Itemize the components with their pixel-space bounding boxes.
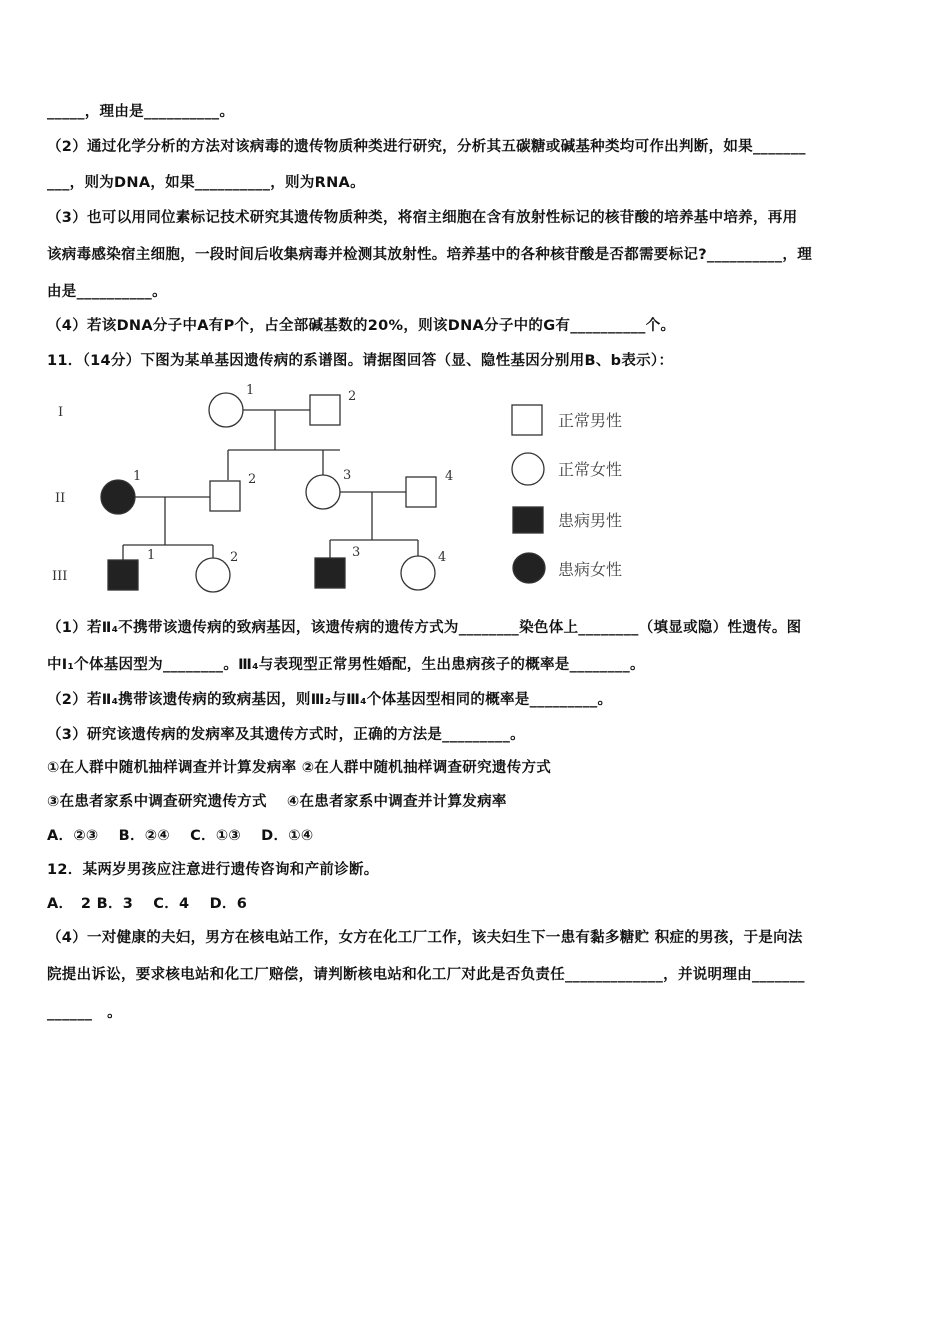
answer-options: A． 2 B．3 C．4 D．6 [47, 896, 248, 912]
generation-label: II [55, 491, 66, 506]
text-line: （4）若该DNA分子中A有P个，占全部碱基数的20%，则该DNA分子中的G有__________个。 [47, 318, 676, 334]
text-line: （2）通过化学分析的方法对该病毒的遗传物质种类进行研究，分析其五碳糖或碱基种类均可作出判断，如果_______ [47, 139, 806, 155]
text-line: （2）若Ⅱ₄携带该遗传病的致病基因，则Ⅲ₂与Ⅲ₄个体基因型相同的概率是_________。 [47, 692, 613, 708]
generation-label: I [58, 405, 64, 420]
text-line: 该病毒感染宿主细胞，一段时间后收集病毒并检测其放射性。培养基中的各种核苷酸是否都需要标记?__________，理 [47, 247, 813, 263]
individual-III1-affected-male [108, 560, 138, 590]
individual-number: 3 [352, 545, 361, 560]
text-line: （1）若Ⅱ₄不携带该遗传病的致病基因，该遗传病的遗传方式为________染色体上________（填显或隐）性遗传。图 [47, 620, 802, 636]
text-line: ___，则为DNA，如果__________，则为RNA。 [47, 175, 365, 191]
individual-number: 2 [348, 389, 357, 404]
individual-number: 1 [147, 548, 156, 563]
individual-III2-normal-female [196, 558, 230, 592]
legend-label: 正常男性 [558, 411, 623, 430]
legend-label: 正常女性 [558, 460, 623, 479]
individual-number: 4 [445, 469, 454, 484]
individual-I1-normal-female [209, 393, 243, 427]
individual-number: 2 [230, 550, 239, 565]
text-line: _____，理由是__________。 [47, 104, 235, 120]
individual-III3-affected-male [315, 558, 345, 588]
affected-male-legend-icon [513, 507, 543, 533]
individual-II4-normal-male [406, 477, 436, 507]
legend-label: 患病女性 [558, 560, 623, 579]
text-line: 院提出诉讼，要求核电站和化工厂赔偿，请判断核电站和化工厂对此是否负责任_____________，并说明理由_______ [47, 967, 805, 983]
normal-male-legend-icon [512, 405, 542, 435]
text-line: ①在人群中随机抽样调查并计算发病率 ②在人群中随机抽样调查研究遗传方式 [47, 760, 552, 776]
text-line: ③在患者家系中调查研究遗传方式 ④在患者家系中调查并计算发病率 [47, 794, 507, 810]
normal-female-legend-icon [512, 453, 544, 485]
question-11-title: 11．（14分）下图为某单基因遗传病的系谱图。请据图回答（显、隐性基因分别用B、b表示）： [47, 353, 674, 369]
generation-label: III [52, 569, 68, 584]
individual-number: 2 [248, 472, 257, 487]
question-12-title: 12．某两岁男孩应注意进行遗传咨询和产前诊断。 [47, 862, 379, 878]
individual-number: 1 [133, 469, 142, 484]
affected-female-legend-icon [513, 553, 545, 583]
text-line: （3）研究该遗传病的发病率及其遗传方式时，正确的方法是_________。 [47, 727, 525, 743]
individual-II1-affected-female [101, 480, 135, 514]
individual-III4-normal-female [401, 556, 435, 590]
text-line: ______ 。 [47, 1005, 122, 1021]
text-line: 中Ⅰ₁个体基因型为________。Ⅲ₄与表现型正常男性婚配，生出患病孩子的概率是________。 [47, 657, 645, 673]
individual-number: 4 [438, 550, 447, 565]
individual-number: 1 [246, 383, 255, 398]
legend-label: 患病男性 [558, 511, 623, 530]
answer-options: A．②③ B．②④ C．①③ D．①④ [47, 828, 314, 844]
individual-I2-normal-male [310, 395, 340, 425]
text-line: （4）一对健康的夫妇，男方在核电站工作，女方在化工厂工作，该夫妇生下一患有黏多糖贮 积症的男孩，于是向法 [47, 930, 803, 946]
individual-number: 3 [343, 468, 352, 483]
individual-II2-normal-male [210, 481, 240, 511]
pedigree-chart [0, 380, 700, 605]
pedigree-legend [512, 405, 622, 583]
text-line: 由是__________。 [47, 284, 167, 300]
text-line: （3）也可以用同位素标记技术研究其遗传物质种类，将宿主细胞在含有放射性标记的核苷酸的培养基中培养，再用 [47, 210, 798, 226]
individual-II3-normal-female [306, 475, 340, 509]
